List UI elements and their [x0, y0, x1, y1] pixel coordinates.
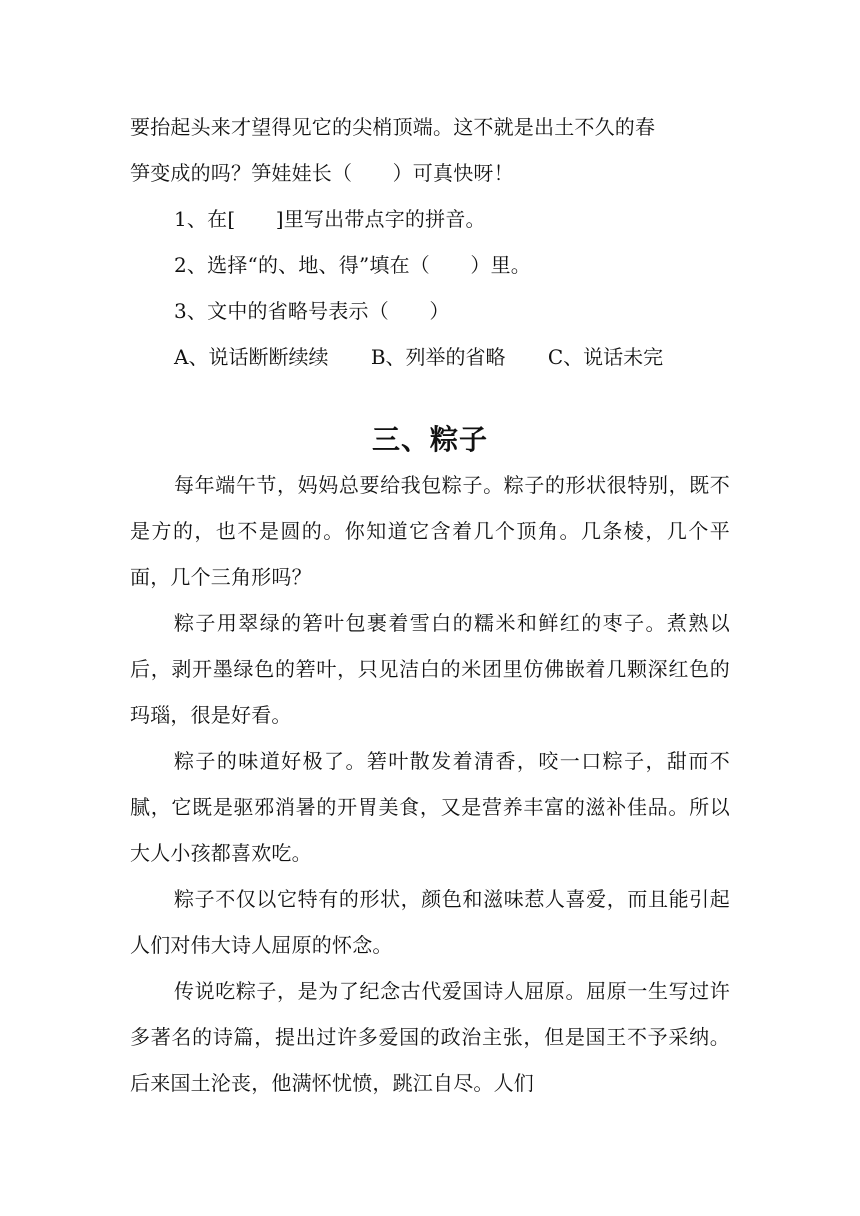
paragraph: 粽子用翠绿的箬叶包裹着雪白的糯米和鲜红的枣子。煮熟以后，剥开墨绿色的箬叶，只见洁白的米团里仿佛嵌着几颗深红色的玛瑙，很是好看。: [130, 611, 730, 727]
answer-options: [130, 334, 730, 380]
paragraph: 传说吃粽子，是为了纪念古代爱国诗人屈原。屈原一生写过许多著名的诗篇，提出过许多爱国的政治主张，但是国王不予采纳。后来国土沦丧，他满怀忧愤，跳江自尽。人们: [130, 979, 730, 1095]
question-3: 3、文中的省略号表示（ ）: [174, 299, 450, 323]
passage-line: 笋变成的吗？笋娃娃长（ ）可真快呀！: [130, 161, 514, 185]
paragraph: 粽子的味道好极了。箬叶散发着清香，咬一口粽子，甜而不腻，它既是驱邪消暑的开胃美食，又是营养丰富的滋补佳品。所以大人小孩都喜欢吃。: [130, 749, 730, 865]
option-a: A、说话断断续续: [174, 345, 329, 369]
document-page: [130, 104, 730, 1106]
question-1: 1、在[ ]里写出带点字的拼音。: [174, 207, 486, 231]
passage-line: 要抬起头来才望得见它的尖梢顶端。这不就是出土不久的春: [130, 115, 656, 139]
section-title: 三、粽子: [371, 423, 488, 456]
option-b: B、列举的省略: [370, 345, 506, 369]
option-c: C、说话未完: [547, 345, 664, 369]
paragraph: 每年端午节，妈妈总要给我包粽子。粽子的形状很特别，既不是方的，也不是圆的。你知道它含着几个顶角。几条棱，几个平面，几个三角形吗？: [130, 473, 730, 589]
question-2: 2、选择“的、地、得”填在（ ）里。: [174, 253, 531, 277]
paragraph: 粽子不仅以它特有的形状，颜色和滋味惹人喜爱，而且能引起人们对伟大诗人屈原的怀念。: [130, 887, 730, 957]
